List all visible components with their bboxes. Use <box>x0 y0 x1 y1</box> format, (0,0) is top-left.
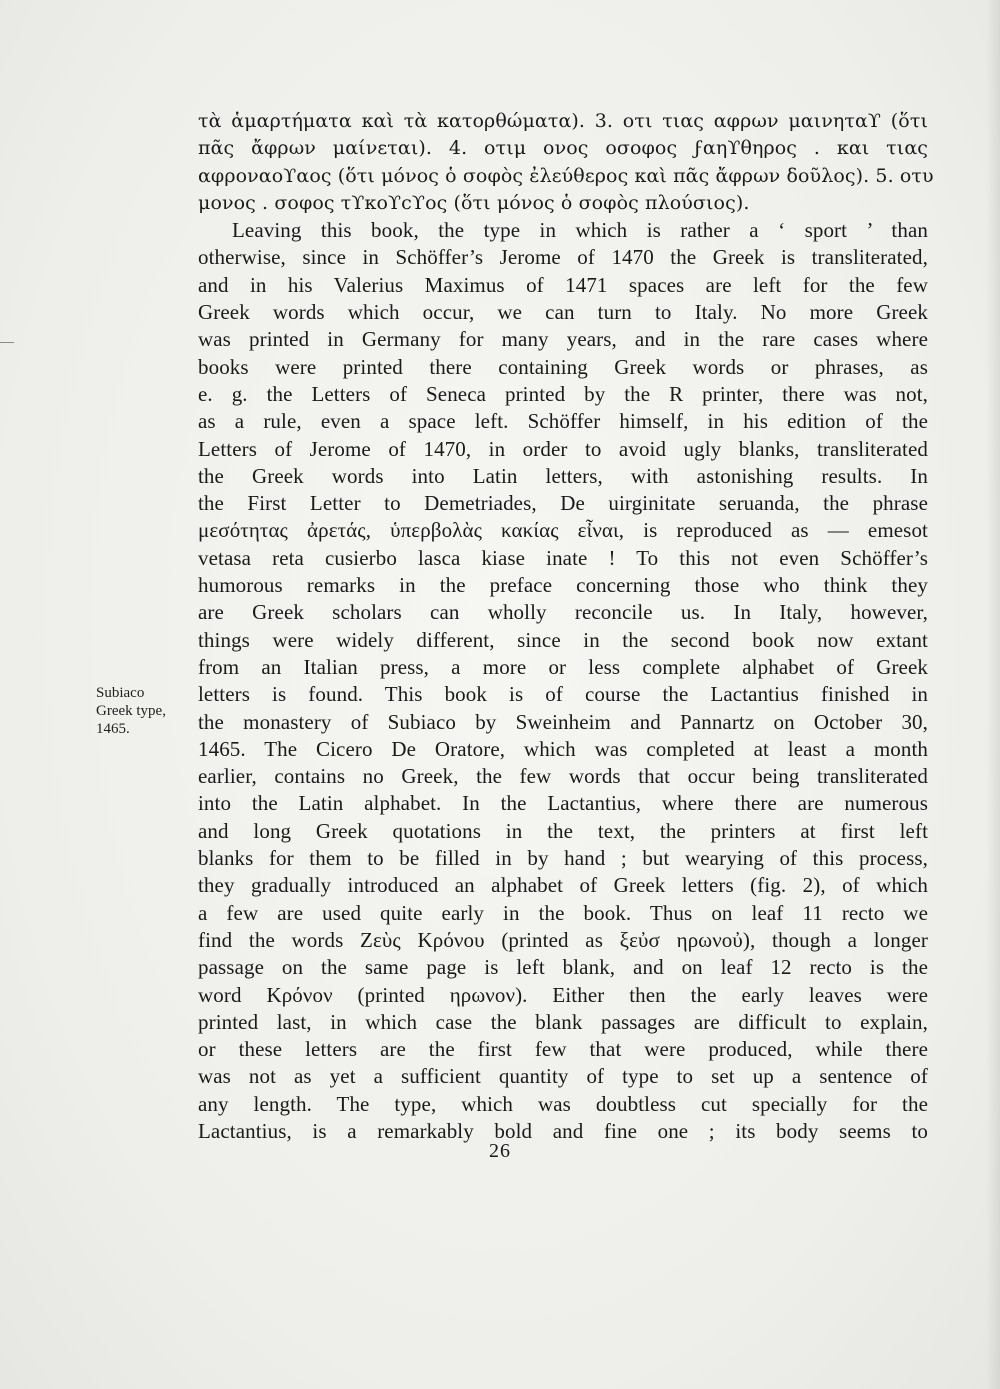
text-line: word Κρόνον (printed ηρωνον). Either then the early leaves were <box>198 982 928 1007</box>
text-line: humorous remarks in the preface concerning those who think they <box>198 573 928 598</box>
text-line: are Greek scholars can wholly reconcile us. In Italy, however, <box>198 600 928 625</box>
text-line: they gradually introduced an alphabet of Greek letters (fig. 2), of which <box>198 873 928 898</box>
text-line: find the words Ζεὺς Κρόνου (printed as ξεὐσ ηρωνοὐ), though a longer <box>198 927 928 952</box>
text-line: vetasa reta cusierbo lasca kiase inate ! To this not even Schöffer’s <box>198 545 928 570</box>
page-number: 26 <box>489 1140 511 1162</box>
text-line: Letters of Jerome of 1470, in order to avoid ugly blanks, transliterated <box>198 436 928 461</box>
text-line: πᾶς ἄφρων μαίνεται). 4. οτιμ ονος οσοφος ϝαηϒθηρος . και τιας <box>198 137 928 160</box>
text-line: αφροναοϒαος (ὅτι μόνος ὁ σοφὸς ἐλεύθερος καὶ πᾶς ἄφρων δοῦλος). 5. οτυ <box>198 164 934 187</box>
page-edge-shadow <box>986 0 1000 1389</box>
text-line: Lactantius, is a remarkably bold and fine one ; its body seems to <box>198 1118 928 1143</box>
text-line: was not as yet a sufficient quantity of type to set up a sentence of <box>198 1064 928 1089</box>
text-line: μεσότητας ἀρετάς, ὑπερβολὰς κακίας εἶναι, is reproduced as — emesot <box>198 518 928 543</box>
text-line: a few are used quite early in the book. Thus on leaf 11 recto we <box>198 900 928 925</box>
text-line: and long Greek quotations in the text, the printers at first left <box>198 818 928 843</box>
text-line: from an Italian press, a more or less complete alphabet of Greek <box>198 654 928 679</box>
text-line: the First Letter to Demetriades, De uirginitate seruanda, the phrase <box>198 491 928 516</box>
text-line: the Greek words into Latin letters, with astonishing results. In <box>198 463 928 488</box>
text-line: into the Latin alphabet. In the Lactantius, where there are numerous <box>198 791 928 816</box>
margin-note <box>96 684 196 738</box>
text-line: letters is found. This book is of course the Lactantius finished in <box>198 682 928 707</box>
text-line: as a rule, even a space left. Schöffer himself, in his edition of the <box>198 409 928 434</box>
text-line: any length. The type, which was doubtless cut specially for the <box>198 1091 928 1116</box>
text-line: was printed in Germany for many years, and in the rare cases where <box>198 327 928 352</box>
text-line: e. g. the Letters of Seneca printed by the R printer, there was not, <box>198 381 928 406</box>
text-line: μονος . σοφος τϒκοϒϲϒος (ὅτι μόνος ὁ σοφὸς πλούσιος). <box>198 191 750 214</box>
margin-mark <box>0 342 14 343</box>
text-line: passage on the same page is left blank, and on leaf 12 recto is the <box>198 955 928 980</box>
margin-note-line: 1465. <box>96 721 130 737</box>
margin-note-line: Greek type, <box>96 703 166 719</box>
margin-note-line: Subiaco <box>96 685 145 701</box>
text-line: τὰ ἁμαρτήματα καὶ τὰ κατορθώματα). 3. οτι τιας αφρων μαινηταϒ (ὅτι <box>198 110 928 132</box>
text-line: 1465. The Cicero De Oratore, which was completed at least a month <box>198 736 928 761</box>
body-text <box>198 108 934 1145</box>
text-line: things were widely different, since in the second book now extant <box>198 627 928 652</box>
text-line: books were printed there containing Greek words or phrases, as <box>198 354 928 379</box>
text-line: and in his Valerius Maximus of 1471 spaces are left for the few <box>198 272 928 297</box>
text-line: the monastery of Subiaco by Sweinheim and Pannartz on October 30, <box>198 709 928 734</box>
text-line: or these letters are the first few that were produced, while there <box>198 1037 928 1062</box>
text-line: earlier, contains no Greek, the few words that occur being transliterated <box>198 764 928 789</box>
text-line: Greek words which occur, we can turn to Italy. No more Greek <box>198 300 928 325</box>
text-line: Leaving this book, the type in which is rather a ‘ sport ’ than <box>232 218 928 243</box>
text-line: printed last, in which case the blank passages are difficult to explain, <box>198 1009 928 1034</box>
text-line: otherwise, since in Schöffer’s Jerome of 1470 the Greek is transliterated, <box>198 245 928 270</box>
text-line: blanks for them to be filled in by hand ; but wearying of this process, <box>198 846 928 871</box>
